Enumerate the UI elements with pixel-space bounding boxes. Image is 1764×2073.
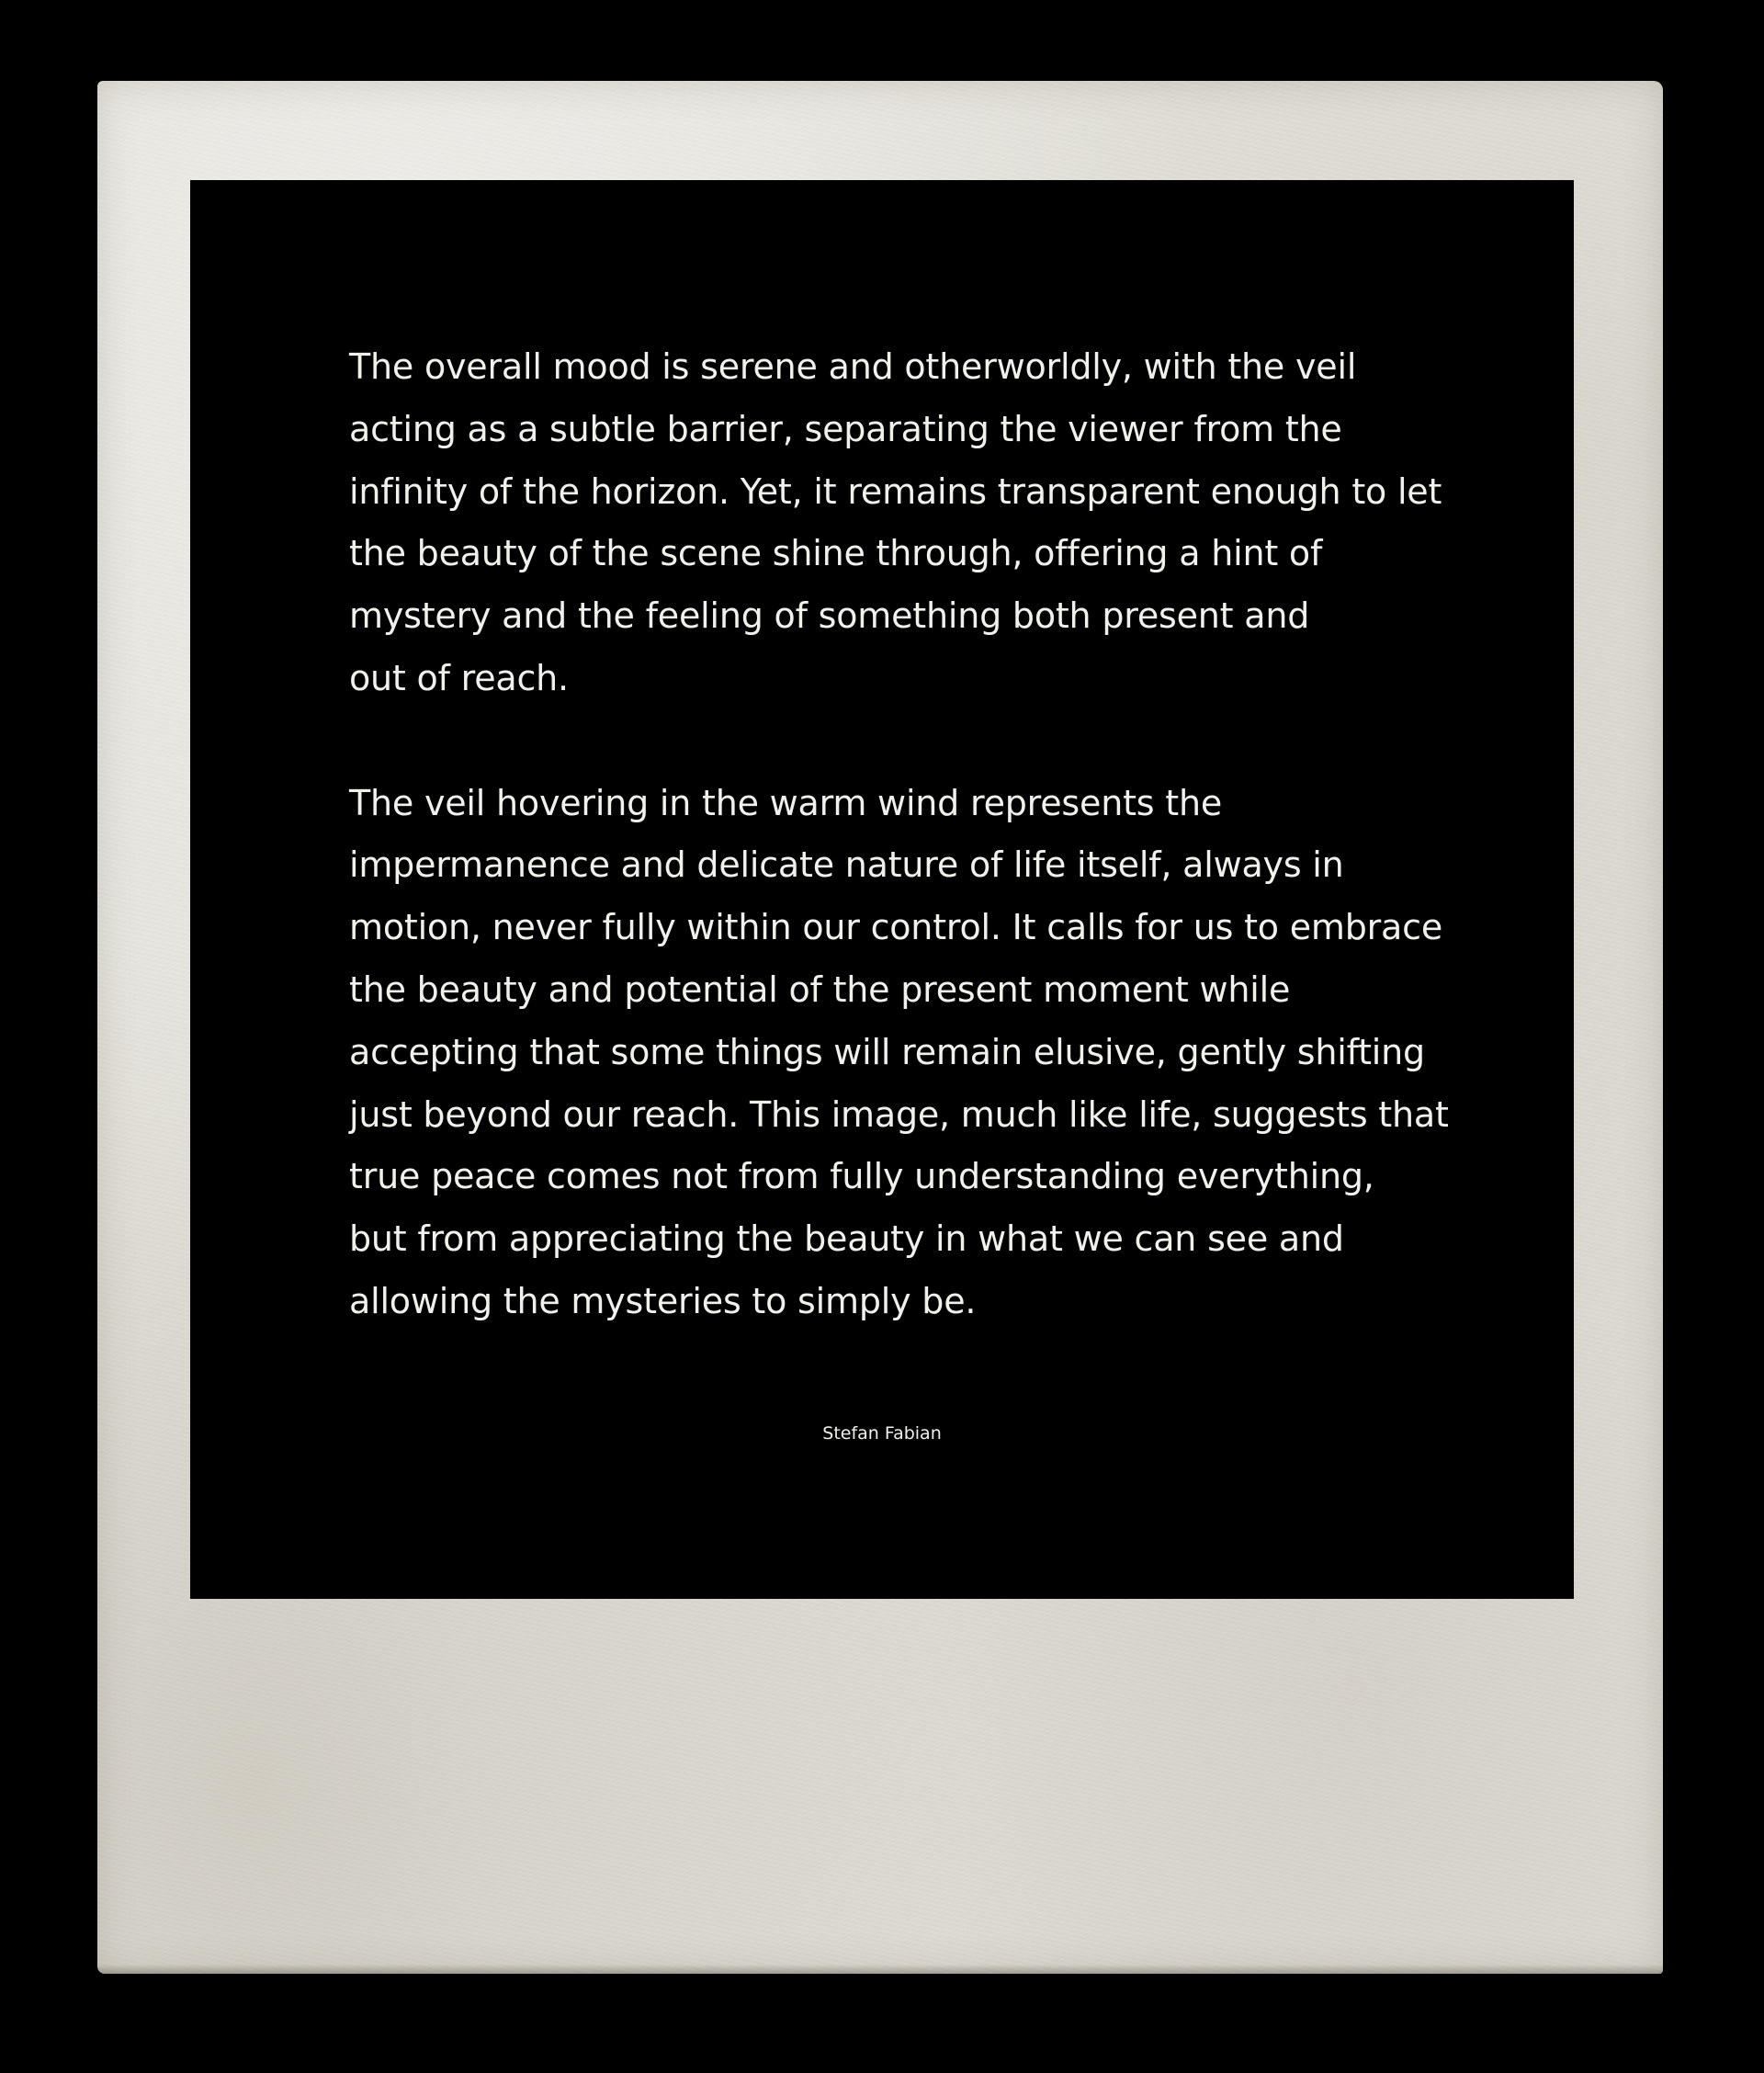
text-line: mystery and the feeling of something both present and: [349, 595, 1310, 637]
text-line: the beauty of the scene shine through, offering a hint of: [349, 533, 1323, 574]
text-line: motion, never fully within our control. It calls for us to embrace: [349, 907, 1443, 948]
text-line: accepting that some things will remain elusive, gently shifting: [349, 1031, 1425, 1072]
text-line: impermanence and delicate nature of life itself, always in: [349, 844, 1344, 886]
quote-text: [349, 336, 1452, 1333]
paragraph-1: [349, 336, 1452, 710]
author-name: Stefan Fabian: [822, 1423, 942, 1444]
text-line: allowing the mysteries to simply be.: [349, 1280, 977, 1321]
text-line: out of reach.: [349, 657, 569, 698]
text-line: The overall mood is serene and otherworldly, with the veil: [349, 346, 1357, 387]
text-line: but from appreciating the beauty in what we can see and: [349, 1218, 1344, 1260]
text-line: The veil hovering in the warm wind represents the: [349, 782, 1223, 823]
text-line: true peace comes not from fully understanding everything,: [349, 1156, 1374, 1197]
text-line: just beyond our reach. This image, much like life, suggests that: [349, 1093, 1449, 1135]
text-line: the beauty and potential of the present moment while: [349, 969, 1291, 1010]
text-line: infinity of the horizon. Yet, it remains transparent enough to let: [349, 470, 1442, 512]
text-line: acting as a subtle barrier, separating the viewer from the: [349, 408, 1342, 449]
paragraph-2: [349, 773, 1452, 1333]
